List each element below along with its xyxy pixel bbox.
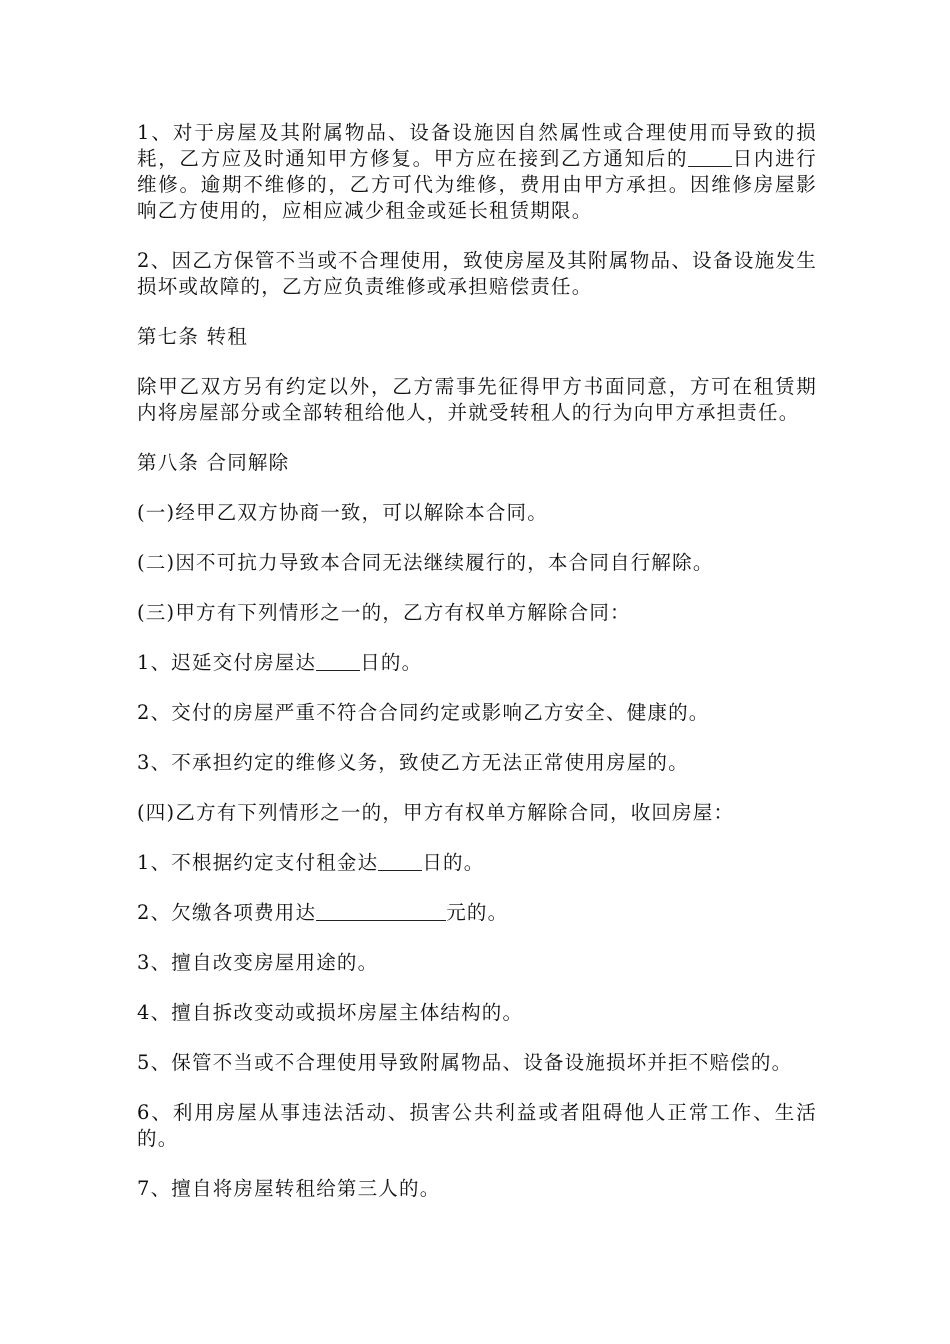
clause-illegal-activity: 6、利用房屋从事违法活动、损害公共利益或者阻碍他人正常工作、生活的。 (137, 1101, 817, 1150)
fill-blank-amount (316, 902, 446, 921)
clause-no-maintenance: 3、不承担约定的维修义务，致使乙方无法正常使用房屋的。 (137, 751, 689, 774)
clause-text: 1、迟延交付房屋达 (137, 651, 317, 674)
clause-sublease: 除甲乙双方另有约定以外，乙方需事先征得甲方书面同意，方可在租赁期内将房屋部分或全部转租给他人，并就受转租人的行为向甲方承担责任。 (137, 375, 817, 424)
clause-text-cont: 元的。 (446, 901, 509, 924)
clause-text-cont: 日的。 (360, 651, 423, 674)
clause-lessor-termination-intro: (四)乙方有下列情形之一的，甲方有权单方解除合同，收回房屋： (137, 801, 735, 824)
clause-lessee-termination-intro: (三)甲方有下列情形之一的，乙方有权单方解除合同： (137, 601, 631, 624)
clause-unauthorized-sublease: 7、擅自将房屋转租给第三人的。 (137, 1177, 441, 1200)
clause-termination-mutual: (一)经甲乙双方协商一致，可以解除本合同。 (137, 501, 548, 524)
clause-unpaid-rent (137, 850, 817, 876)
clause-unpaid-fees (137, 900, 817, 926)
document-body (137, 120, 817, 1226)
clause-nonconforming-house: 2、交付的房屋严重不符合合同约定或影响乙方安全、健康的。 (137, 701, 710, 724)
clause-repair-natural-wear (137, 120, 817, 224)
clause-text: 2、欠缴各项费用达 (137, 901, 317, 924)
fill-blank-days (316, 652, 360, 671)
heading-article-8: 第八条 合同解除 (137, 451, 290, 474)
clause-text-cont: 日内进行维修。逾期不维修的，乙方可代为维修，费用由甲方承担。因维修房屋影响乙方使用的，应相应减少租金或延长租赁期限。 (137, 147, 817, 222)
fill-blank-days (688, 148, 732, 167)
clause-termination-force-majeure: (二)因不可抗力导致本合同无法继续履行的，本合同自行解除。 (137, 551, 714, 574)
clause-structural-damage: 4、擅自拆改变动或损坏房屋主体结构的。 (137, 1001, 524, 1024)
clause-change-use: 3、擅自改变房屋用途的。 (137, 951, 379, 974)
clause-text: 1、不根据约定支付租金达 (137, 851, 379, 874)
heading-article-7: 第七条 转租 (137, 325, 248, 348)
clause-delayed-delivery (137, 650, 817, 676)
fill-blank-days (378, 852, 422, 871)
clause-repair-improper-use: 2、因乙方保管不当或不合理使用，致使房屋及其附属物品、设备设施发生损坏或故障的，乙方应负责维修或承担赔偿责任。 (137, 249, 817, 298)
clause-text: 1、对于房屋及其附属物品、设备设施因自然属性或合理使用而导致的损耗，乙方应及时通知甲方修复。甲方应在接到乙方通知后的 (137, 121, 817, 170)
clause-text-cont: 日的。 (422, 851, 485, 874)
clause-refuse-compensation: 5、保管不当或不合理使用导致附属物品、设备设施损坏并拒不赔偿的。 (137, 1051, 793, 1074)
